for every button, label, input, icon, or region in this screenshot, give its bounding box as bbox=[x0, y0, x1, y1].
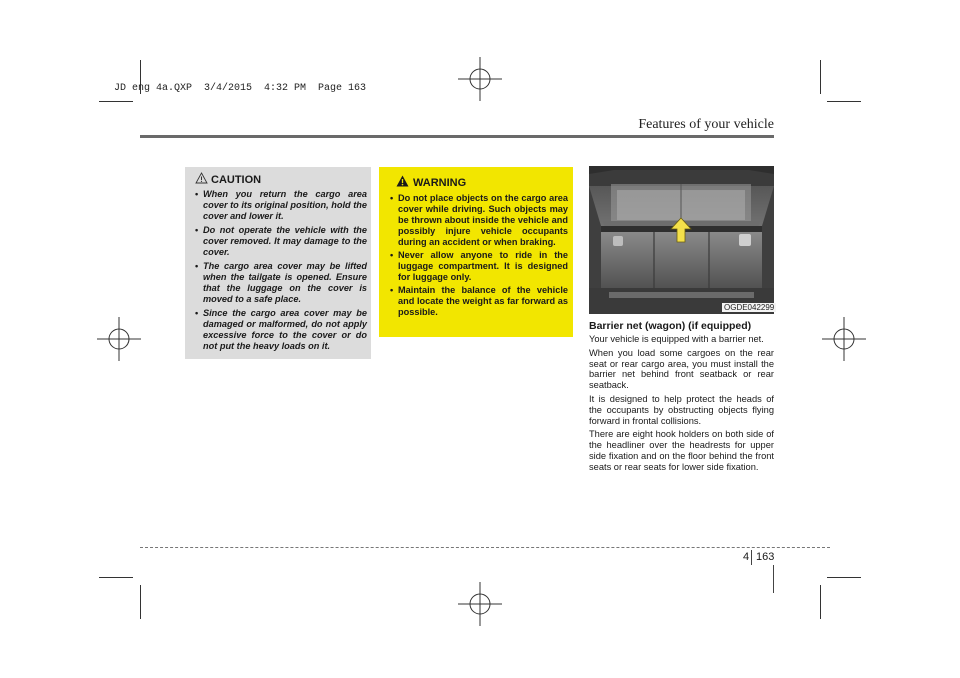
footer-divider bbox=[140, 547, 830, 548]
warning-box bbox=[379, 167, 573, 337]
cargo-area-illustration bbox=[589, 166, 774, 314]
chapter-number: 4 bbox=[743, 551, 750, 563]
crop-mark bbox=[820, 585, 821, 619]
body-paragraph: Your vehicle is equipped with a barrier net. bbox=[589, 334, 764, 344]
registration-mark-bottom bbox=[458, 582, 502, 626]
cargo-area-photo bbox=[589, 166, 774, 314]
crop-mark bbox=[820, 60, 821, 94]
header-divider bbox=[140, 135, 774, 138]
caution-item: • When you return the cargo area cover to its original position, hold the cover and lower it. bbox=[191, 189, 367, 222]
caution-item: • Since the cargo area cover may be damaged or malformed, do not apply excessive force to the cover or do not put the heavy loads on it. bbox=[191, 308, 367, 352]
section-title: Features of your vehicle bbox=[638, 117, 774, 132]
registration-mark-right bbox=[822, 317, 866, 361]
warning-list bbox=[386, 193, 568, 320]
warning-item: • Never allow anyone to ride in the luggage compartment. It is designed for luggage only. bbox=[386, 250, 568, 283]
crop-mark bbox=[99, 101, 133, 102]
registration-mark-left bbox=[97, 317, 141, 361]
print-slug-line: JD eng 4a.QXP 3/4/2015 4:32 PM Page 163 bbox=[114, 83, 367, 94]
registration-mark-top bbox=[458, 57, 502, 101]
caution-item: • Do not operate the vehicle with the cover removed. It may damage to the cover. bbox=[191, 225, 367, 258]
body-text bbox=[589, 334, 774, 476]
warning-title: WARNING bbox=[413, 177, 467, 189]
caution-box bbox=[185, 167, 371, 359]
body-paragraph: There are eight hook holders on both side of the headliner over the headrests for upper side fixation and on the floor behind the front seats or rear seats for lower side fixation. bbox=[589, 429, 774, 472]
warning-triangle-icon bbox=[396, 175, 409, 187]
crop-mark bbox=[827, 577, 861, 578]
crop-mark bbox=[99, 577, 133, 578]
footer-separator bbox=[751, 550, 752, 565]
trim-line bbox=[773, 565, 774, 593]
warning-item: • Maintain the balance of the vehicle and locate the weight as far forward as possible. bbox=[386, 285, 568, 318]
page-number: 163 bbox=[756, 551, 775, 563]
caution-title: CAUTION bbox=[211, 174, 262, 186]
caution-item: • The cargo area cover may be lifted when the tailgate is opened. Ensure that the luggage on the cover is moved to a safe place. bbox=[191, 261, 367, 305]
caution-triangle-icon bbox=[195, 172, 208, 184]
body-paragraph: When you load some cargoes on the rear seat or rear cargo area, you must install the barrier net behind front seatback or rear seatback. bbox=[589, 347, 774, 391]
body-paragraph: It is designed to help protect the heads of the occupants by obstructing objects flying forward in frontal collisions. bbox=[589, 393, 774, 426]
crop-mark bbox=[140, 585, 141, 619]
figure-code: OGDE042299 bbox=[724, 303, 775, 312]
section-heading: Barrier net (wagon) (if equipped) bbox=[589, 320, 752, 332]
caution-list bbox=[191, 189, 367, 355]
crop-mark bbox=[827, 101, 861, 102]
warning-item: • Do not place objects on the cargo area cover while driving. Such objects may be thrown about inside the vehicle and possibly injure vehicle occupants during an accident or when braking. bbox=[386, 193, 568, 248]
